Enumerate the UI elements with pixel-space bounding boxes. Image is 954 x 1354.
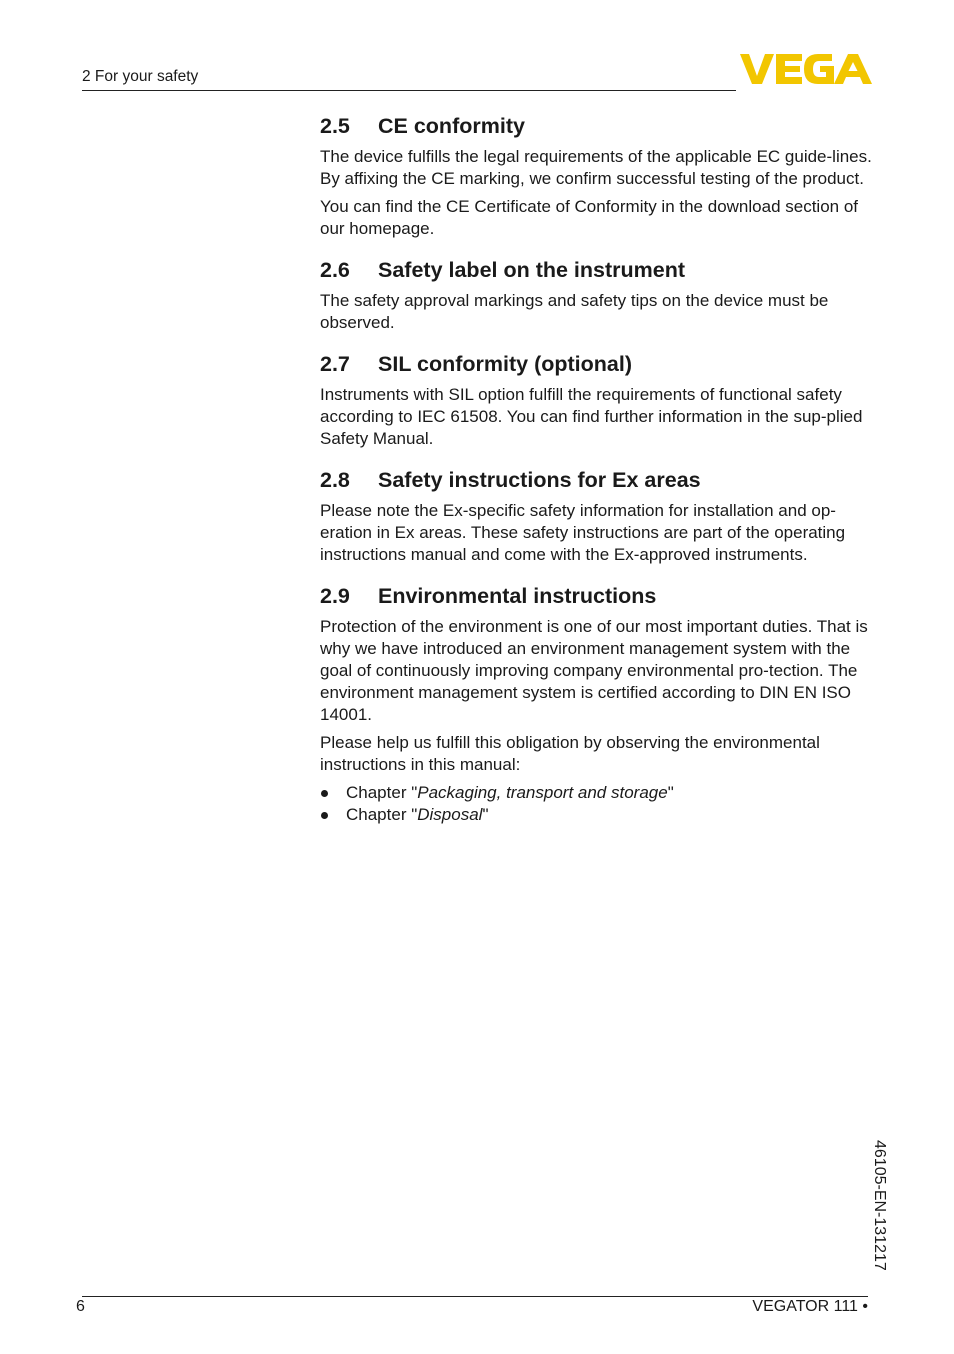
paragraph: Please help us fulfill this obligation by observing the environmental instructions in this manual:: [320, 733, 820, 774]
footer-divider: [82, 1296, 868, 1297]
section-environmental: [320, 582, 876, 826]
section-number: 2.5: [320, 114, 350, 138]
section-heading: [320, 350, 876, 378]
section-number: 2.8: [320, 468, 350, 492]
running-header-chapter: 2 For your safety: [82, 68, 199, 85]
bullet-list: [320, 782, 876, 826]
section-number: 2.7: [320, 352, 350, 376]
bullet-prefix: Chapter ": [346, 783, 418, 802]
page-number: 6: [76, 1298, 85, 1315]
paragraph: Instruments with SIL option fulfill the requirements of functional safety according to IEC 61508. You can find further information in the sup-plied Safety Manual.: [320, 385, 863, 448]
bullet-suffix: ": [482, 805, 489, 824]
section-ex-areas: [320, 466, 876, 566]
document-code: 46105-EN-131217: [871, 1140, 888, 1271]
section-number: 2.6: [320, 258, 350, 282]
section-title: Environmental instructions: [378, 584, 657, 608]
section-title: Safety label on the instrument: [378, 258, 686, 282]
bullet-prefix: Chapter ": [346, 805, 418, 824]
section-heading: [320, 112, 876, 140]
section-heading: [320, 582, 876, 610]
section-number: 2.9: [320, 584, 350, 608]
bullet-icon: [321, 790, 328, 797]
section-heading: [320, 256, 876, 284]
chapter-reference: Disposal: [417, 805, 483, 824]
chapter-reference: Packaging, transport and storage: [417, 783, 668, 802]
section-heading: [320, 466, 876, 494]
paragraph: Please note the Ex-specific safety information for installation and op-eration in Ex areas. These safety instructions are part of the operating instructions manual and come with the Ex-approved instruments.: [320, 501, 846, 564]
section-title: CE conformity: [378, 114, 525, 138]
list-item: [320, 804, 876, 826]
list-item: [320, 782, 876, 804]
section-safety-label: [320, 256, 876, 334]
vega-logo-graphic: [740, 52, 874, 86]
section-sil-conformity: [320, 350, 876, 450]
footer-product-name: VEGATOR 111 •: [752, 1298, 868, 1315]
header-divider: [82, 90, 736, 91]
section-ce-conformity: [320, 112, 876, 240]
paragraph: The safety approval markings and safety tips on the device must be observed.: [320, 291, 829, 332]
main-content: [320, 112, 876, 842]
section-title: Safety instructions for Ex areas: [378, 468, 701, 492]
bullet-suffix: ": [667, 783, 674, 802]
paragraph: Protection of the environment is one of our most important duties. That is why we have introduced an environment management system with the goal of continuously improving company environmental pro-tection. The environment management system is certified according to DIN EN ISO 14001.: [320, 617, 868, 724]
vega-logo: [740, 52, 874, 91]
section-title: SIL conformity (optional): [378, 352, 633, 376]
paragraph: You can find the CE Certificate of Conformity in the download section of our homepage.: [320, 197, 859, 238]
bullet-icon: [321, 812, 328, 819]
paragraph: The device fulfills the legal requirements of the applicable EC guide-lines. By affixing the CE marking, we confirm successful testing of the product.: [320, 147, 872, 188]
